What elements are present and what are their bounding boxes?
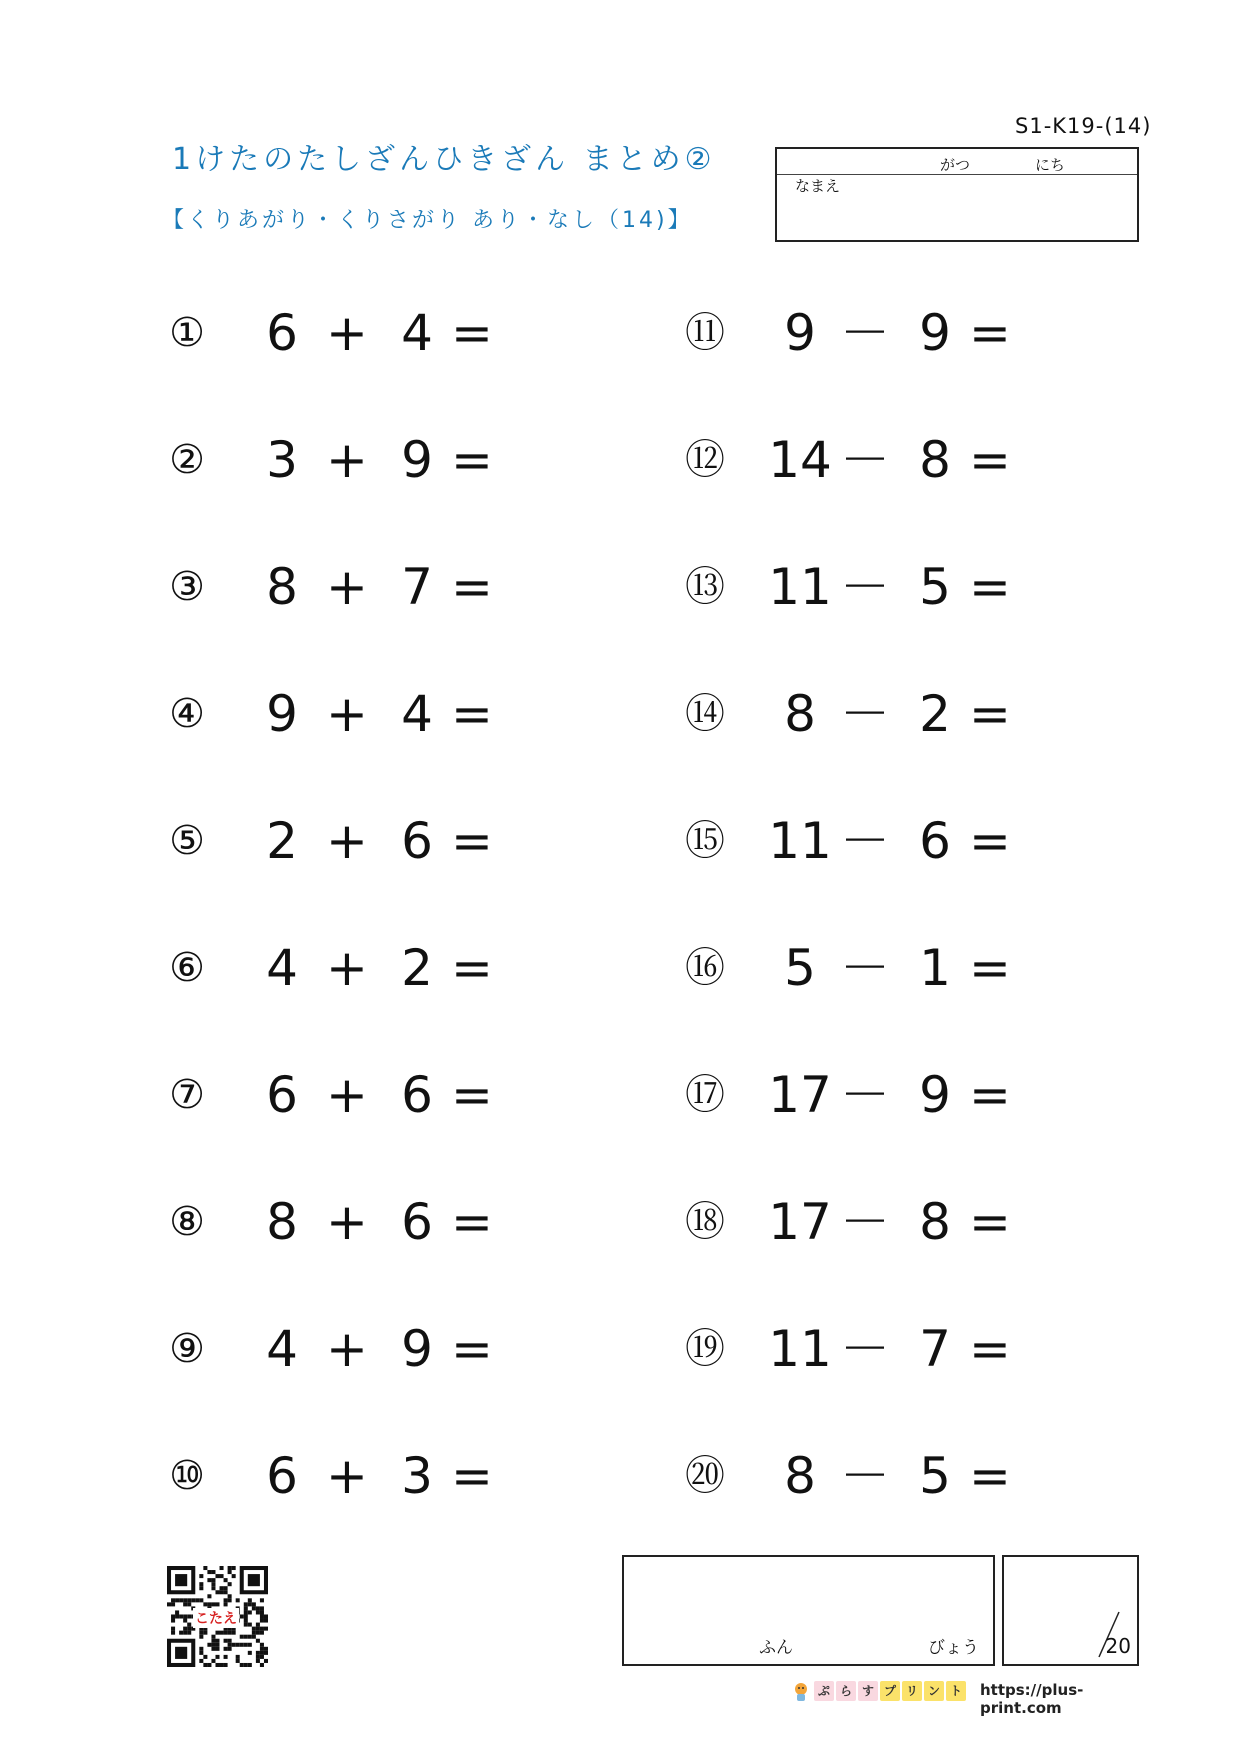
problem-row (680, 674, 1040, 754)
equals-sign: = (451, 1193, 493, 1251)
problem-row (162, 674, 522, 754)
first-operand: 2 (266, 812, 298, 870)
operator: + (326, 1320, 368, 1378)
problem-row (162, 1309, 522, 1389)
problem-number: ⑲ (685, 1326, 725, 1372)
first-operand: 4 (266, 939, 298, 997)
logo-tile: す (858, 1681, 878, 1701)
operator: + (326, 1447, 368, 1505)
equals-sign: = (969, 812, 1011, 870)
logo-tile: ト (946, 1681, 966, 1701)
problem-row (162, 293, 522, 373)
first-operand: 11 (768, 558, 832, 616)
problem-row (162, 1055, 522, 1135)
first-operand: 4 (266, 1320, 298, 1378)
problem-row (680, 1055, 1040, 1135)
problem-row (680, 1182, 1040, 1262)
operator: － (840, 1066, 890, 1124)
equals-sign: = (969, 304, 1011, 362)
equals-sign: = (451, 939, 493, 997)
operator: + (326, 431, 368, 489)
operator: + (326, 558, 368, 616)
page-title: 1けたのたしざんひきざん まとめ② (172, 142, 716, 177)
second-operand: 8 (919, 1193, 951, 1251)
second-operand: 8 (919, 431, 951, 489)
operator: － (840, 812, 890, 870)
equals-sign: = (451, 558, 493, 616)
page-subtitle: 【くりあがり・くりさがり あり・なし（14)】 (162, 208, 693, 233)
mascot-icon (790, 1681, 812, 1703)
operator: － (840, 1447, 890, 1505)
first-operand: 8 (784, 1447, 816, 1505)
second-operand: 2 (919, 685, 951, 743)
first-operand: 5 (784, 939, 816, 997)
equals-sign: = (969, 431, 1011, 489)
equals-sign: = (451, 1447, 493, 1505)
equals-sign: = (451, 1320, 493, 1378)
logo-tile: ら (836, 1681, 856, 1701)
second-operand: 9 (401, 431, 433, 489)
problem-row (680, 293, 1040, 373)
site-url[interactable]: https://plus-print.com (980, 1681, 1084, 1717)
first-operand: 14 (768, 431, 832, 489)
equals-sign: = (969, 1320, 1011, 1378)
problem-row (162, 420, 522, 500)
second-operand: 4 (401, 685, 433, 743)
first-operand: 17 (768, 1066, 832, 1124)
first-operand: 17 (768, 1193, 832, 1251)
logo-tile: ン (924, 1681, 944, 1701)
problem-number: ⑨ (169, 1326, 205, 1372)
month-label: がつ (940, 156, 971, 174)
second-operand: 5 (919, 558, 951, 616)
problem-row (162, 547, 522, 627)
second-operand: 7 (919, 1320, 951, 1378)
logo-tile: ぷ (814, 1681, 834, 1701)
problem-number: ④ (169, 691, 205, 737)
problem-number: ⑥ (169, 945, 205, 991)
problem-row (162, 801, 522, 881)
logo-tile: プ (880, 1681, 900, 1701)
equals-sign: = (451, 812, 493, 870)
equals-sign: = (451, 685, 493, 743)
second-operand: 9 (919, 304, 951, 362)
problem-number: ⑫ (685, 437, 725, 483)
minutes-label: ふん (759, 1638, 793, 1658)
equals-sign: = (969, 939, 1011, 997)
score-total: 20 (1105, 1634, 1131, 1658)
second-operand: 9 (401, 1320, 433, 1378)
second-operand: 1 (919, 939, 951, 997)
problem-number: ⑮ (685, 818, 725, 864)
problem-number: ⑧ (169, 1199, 205, 1245)
problem-row (680, 928, 1040, 1008)
second-operand: 6 (919, 812, 951, 870)
first-operand: 9 (266, 685, 298, 743)
problem-number: ⑰ (685, 1072, 725, 1118)
second-operand: 4 (401, 304, 433, 362)
first-operand: 8 (266, 558, 298, 616)
score-box[interactable] (1002, 1555, 1139, 1666)
problem-row (680, 801, 1040, 881)
qr-answer-label: こたえ (193, 1608, 239, 1628)
first-operand: 8 (784, 685, 816, 743)
problem-row (680, 547, 1040, 627)
second-operand: 6 (401, 1193, 433, 1251)
operator: + (326, 812, 368, 870)
problem-number: ⑳ (685, 1453, 725, 1499)
operator: + (326, 685, 368, 743)
problem-row (680, 1436, 1040, 1516)
operator: － (840, 1320, 890, 1378)
problem-row (680, 1309, 1040, 1389)
problem-number: ⑭ (685, 691, 725, 737)
first-operand: 6 (266, 304, 298, 362)
problem-row (680, 420, 1040, 500)
equals-sign: = (969, 685, 1011, 743)
problem-row (162, 1436, 522, 1516)
first-operand: 6 (266, 1447, 298, 1505)
worksheet-code: S1-K19-(14) (1015, 114, 1152, 138)
equals-sign: = (451, 1066, 493, 1124)
second-operand: 6 (401, 812, 433, 870)
equals-sign: = (969, 1066, 1011, 1124)
second-operand: 6 (401, 1066, 433, 1124)
operator: + (326, 939, 368, 997)
first-operand: 3 (266, 431, 298, 489)
footer-brand (790, 1677, 1140, 1717)
problem-row (162, 1182, 522, 1262)
equals-sign: = (969, 558, 1011, 616)
seconds-label: びょう (928, 1638, 979, 1658)
operator: － (840, 558, 890, 616)
name-label: なまえ (795, 177, 841, 195)
second-operand: 3 (401, 1447, 433, 1505)
problem-number: ⑯ (685, 945, 725, 991)
operator: + (326, 1066, 368, 1124)
first-operand: 8 (266, 1193, 298, 1251)
problem-number: ⑤ (169, 818, 205, 864)
operator: + (326, 1193, 368, 1251)
equals-sign: = (451, 431, 493, 489)
second-operand: 2 (401, 939, 433, 997)
problem-number: ① (169, 310, 205, 356)
equals-sign: = (451, 304, 493, 362)
equals-sign: = (969, 1193, 1011, 1251)
second-operand: 5 (919, 1447, 951, 1505)
operator: － (840, 685, 890, 743)
time-box[interactable] (622, 1555, 995, 1666)
first-operand: 11 (768, 812, 832, 870)
first-operand: 6 (266, 1066, 298, 1124)
logo-tile: リ (902, 1681, 922, 1701)
operator: － (840, 304, 890, 362)
brand-logo (814, 1680, 968, 1702)
problem-number: ⑪ (685, 310, 725, 356)
first-operand: 11 (768, 1320, 832, 1378)
operator: － (840, 431, 890, 489)
operator: － (840, 939, 890, 997)
problem-number: ⑦ (169, 1072, 205, 1118)
problem-number: ⑩ (169, 1453, 205, 1499)
operator: － (840, 1193, 890, 1251)
equals-sign: = (969, 1447, 1011, 1505)
problem-row (162, 928, 522, 1008)
first-operand: 9 (784, 304, 816, 362)
problem-number: ⑬ (685, 564, 725, 610)
operator: + (326, 304, 368, 362)
day-label: にち (1035, 156, 1066, 174)
second-operand: 7 (401, 558, 433, 616)
second-operand: 9 (919, 1066, 951, 1124)
problem-number: ② (169, 437, 205, 483)
problem-number: ③ (169, 564, 205, 610)
problem-number: ⑱ (685, 1199, 725, 1245)
